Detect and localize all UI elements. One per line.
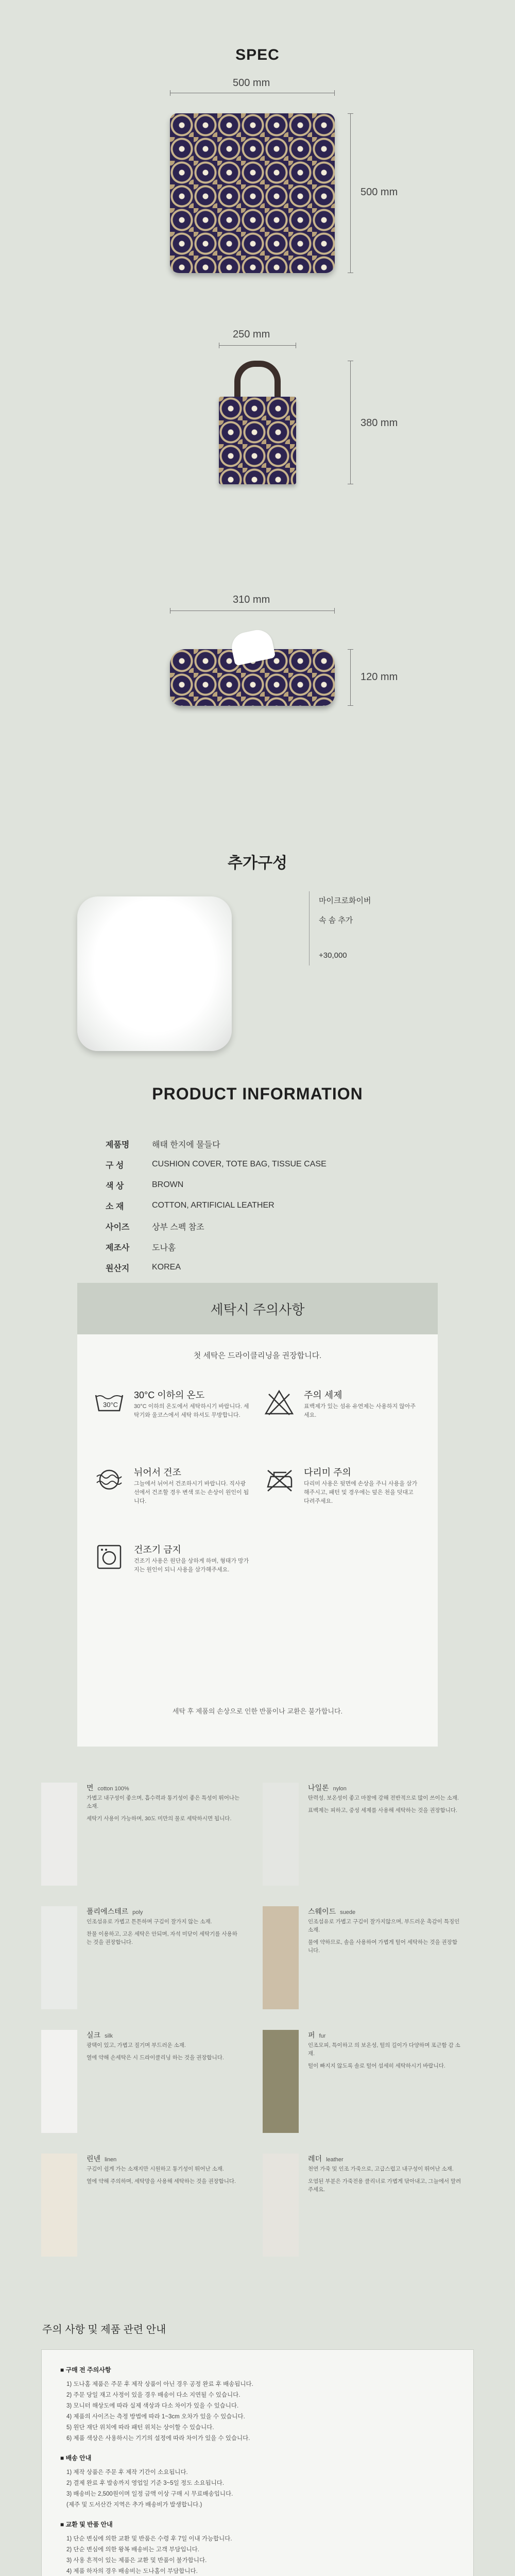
tote-bag-image [219,397,296,484]
notice-line: 2) 결제 완료 후 발송까지 영업일 기준 3~5일 정도 소요됩니다. [66,2480,225,2486]
notice-line: 3) 모니터 해상도에 따라 실제 색상과 다소 차이가 있을 수 있습니다. [66,2403,239,2409]
fabric-item [263,1783,474,1886]
fabric-swatch [41,2030,77,2133]
extra-line-2: 속 솜 추가 [319,916,353,925]
pillow-height-line [350,113,351,273]
notice-line: 1) 제작 상품은 주문 후 제작 기간이 소요됩니다. [66,2469,188,2476]
product-info-key: 사이즈 [106,1223,130,1232]
tissue-height-line [350,649,351,706]
product-info-row [106,1236,415,1257]
cushion-cover-image [170,113,335,273]
product-info-value: BROWN [152,1180,184,1189]
product-info-row [106,1133,415,1154]
notice-line: 2) 단순 변심에 의한 왕복 배송비는 고객 부담입니다. [66,2547,199,2553]
dry-flat-icon [93,1463,126,1496]
fabric-desc: 광택이 있고, 가볍고 질기며 부드러운 소재. 열에 약해 손세탁은 시 드라이클리닝 하는 것을 권장합니다. [87,2042,224,2061]
fabric-desc: 천연 가죽 및 인조 가죽으로, 고급스럽고 내구성이 뛰어난 소재. 오염된 부분은 가죽전용 클리너로 가볍게 닦아내고, 그늘에서 말려 주세요. [308,2166,461,2193]
care-item-desc: 표백제가 있는 섬유 유연제는 사용하지 않아주세요. [304,1403,416,1418]
fabric-item [41,1906,252,2009]
care-subtitle: 첫 세탁은 드라이클리닝을 권장합니다. [193,1351,322,1360]
pillow-width-label: 500 mm [233,77,270,89]
no-dryer-icon [93,1540,126,1573]
fabric-item [263,1906,474,2009]
spec-title: SPEC [235,46,280,63]
product-info-row [106,1154,415,1175]
product-info-key: 제조사 [106,1243,130,1252]
fabric-name: 실크 silk [87,2031,113,2039]
no-bleach-icon [263,1386,296,1419]
bag-height-line [350,361,351,484]
product-info-value: KOREA [152,1263,181,1272]
notice-section-title: ■ 교환 및 반품 안내 [60,2520,455,2529]
product-info-row [106,1216,415,1236]
fabric-item [41,2154,252,2257]
product-info-key: 색 상 [106,1181,124,1191]
fabric-desc: 인조섬유로 가볍고 구김이 잘가지않으며, 부드러운 촉감이 특징인 소재. 물에 약하므로, 솔을 사용하여 가볍게 털어 세탁하는 것을 권장합니다. [308,1919,460,1954]
product-info-key: 제품명 [106,1140,130,1149]
care-item-title: 30°C 이하의 온도 [134,1390,205,1400]
notice-line: 2) 주문 당일 재고 사정이 있을 경우 배송이 다소 지연될 수 있습니다. [66,2392,241,2398]
tissue-width-label: 310 mm [233,594,270,605]
notice-line: 5) 원단 재단 위치에 따라 패턴 위치는 상이할 수 있습니다. [66,2425,214,2431]
product-info-row [106,1175,415,1195]
care-card [77,1283,438,1747]
care-item [93,1540,258,1597]
product-info-value: COTTON, ARTIFICIAL LEATHER [152,1201,274,1210]
product-info-row [106,1195,415,1216]
bag-width-line [219,345,296,346]
fabric-name: 나일론 nylon [308,1784,347,1792]
fabric-swatch [263,2030,299,2133]
care-item [263,1463,427,1520]
notice-section-title: ■ 배송 안내 [60,2453,455,2462]
care-item-desc: 다리미 사용은 뒷면에 손상을 주니 사용을 삼가해주시고, 패턴 및 경우에는 덮은 천을 덧대고 다려주세요. [304,1481,418,1504]
notice-line: 4) 제품의 사이즈는 측정 방법에 따라 1~3cm 오차가 있을 수 있습니다. [66,2414,245,2420]
fabric-swatch [41,2154,77,2257]
care-item-desc: 건조기 사용은 원단을 상하게 하며, 형태가 망가지는 원인이 되니 사용을 삼가해주세요. [134,1558,249,1573]
product-info-key: 구 성 [106,1161,124,1170]
care-item-desc: 30°C 이하의 온도에서 세탁하시기 바랍니다. 세탁기와 울코스에서 세탁 하셔도 무방합니다. [134,1403,249,1418]
fabric-swatch [41,1906,77,2009]
extra-price: +30,000 [319,951,347,960]
wash-30-icon [93,1386,126,1419]
notice-line: (제주 및 도서산간 지역은 추가 배송비가 발생합니다.) [66,2502,202,2508]
notice-title: 주의 사항 및 제품 관련 안내 [42,2324,166,2335]
product-info-key: 소 재 [106,1202,124,1211]
bag-height-label: 380 mm [360,417,398,429]
fabric-item [41,1783,252,1886]
product-info-table [106,1133,415,1278]
extra-option-box [309,891,438,965]
notice-line: 4) 제품 하자의 경우 배송비는 도나홈이 부담합니다. [66,2568,198,2574]
notice-line: 3) 사용 흔적이 있는 제품은 교환 및 반품이 불가합니다. [66,2557,207,2564]
extra-line-1: 마이크로화이버 [319,896,371,905]
care-item-title: 뉘어서 건조 [134,1467,181,1478]
fabric-desc: 가볍고 내구성이 좋으며, 흡수력과 통기성이 좋은 특성이 뛰어나는 소재. 세탁기 사용이 가능하며, 30도 미만의 물로 세탁하시면 됩니다. [87,1795,240,1822]
care-item-title: 주의 세제 [304,1390,342,1400]
product-info-value: 상부 스펙 참조 [152,1223,204,1232]
notice-line: 1) 단순 변심에 의한 교환 및 반품은 수령 후 7일 이내 가능합니다. [66,2536,232,2542]
care-item [263,1386,427,1443]
extra-title: 추가구성 [228,855,287,872]
product-info-value: CUSHION COVER, TOTE BAG, TISSUE CASE [152,1160,327,1168]
fabric-desc: 구김이 쉽게 가는 소재지만 시원하고 통기성이 뛰어난 소재. 열에 약해 주의하며, 세탁망을 사용해 세탁하는 것을 권장합니다. [87,2166,236,2184]
fabric-swatch [263,2154,299,2257]
fabric-name: 면 cotton 100% [87,1784,129,1792]
care-item [93,1463,258,1520]
fabric-swatch [41,1783,77,1886]
fabric-name: 레더 leather [308,2155,344,2163]
product-info-row [106,1257,415,1278]
notice-section-title: ■ 구매 전 주의사항 [60,2365,455,2374]
fabric-swatch [263,1906,299,2009]
care-title: 세탁시 주의사항 [77,1283,438,1334]
bag-width-label: 250 mm [233,329,270,340]
inner-cushion-image [77,896,232,1051]
product-info-key: 원산지 [106,1264,130,1273]
care-item-title: 다리미 주의 [304,1467,351,1478]
pillow-height-label: 500 mm [360,187,398,198]
fabric-item [41,2030,252,2133]
fabric-item [263,2154,474,2257]
no-iron-icon [263,1463,296,1496]
fabric-desc: 인조모피, 특이하고 의 보온성, 털의 길이가 다양하며 포근함 감 소재. 털이 빠지지 않도록 솔로 털어 섬세히 세탁하시기 바랍니다. [308,2042,460,2069]
product-info-title: PRODUCT INFORMATION [152,1084,363,1103]
notice-line: 3) 배송비는 2,500원이며 일정 금액 이상 구매 시 무료배송입니다. [66,2491,233,2497]
fabric-desc: 인조섬유로 가볍고 튼튼하며 구김이 잘가지 않는 소재. 찬물 이용하고, 고온 세탁은 안되며, 자석 미닫이 세탁기를 사용하는 것을 권장합니다. [87,1919,237,1945]
care-item-title: 건조기 금지 [134,1545,181,1555]
fabric-swatch [263,1783,299,1886]
fabric-name: 린넨 linen [87,2155,117,2163]
notice-section [41,2321,474,2576]
fabric-item [263,2030,474,2133]
fabric-name: 퍼 fur [308,2031,326,2039]
care-item-desc: 그늘에서 뉘어서 건조하시기 바랍니다. 직사광선에서 건조할 경우 변색 또는 손상이 원인이 됩니다. [134,1481,249,1504]
notice-line: 1) 도나홈 제품은 주문 후 제작 상품이 아닌 경우 공정 완료 후 배송됩니다. [66,2381,253,2387]
fabric-guide [41,1783,474,2257]
product-info-value: 도나홈 [152,1243,176,1252]
notice-line: 6) 제품 색상은 사용하시는 기기의 설정에 따라 차이가 있을 수 있습니다. [66,2435,250,2442]
product-info-value: 해태 한지에 물들다 [152,1140,220,1149]
fabric-name: 스웨이드 suede [308,1907,356,1916]
notice-box [41,2349,474,2576]
tissue-height-label: 120 mm [360,671,398,683]
svg-text:30°C: 30°C [103,1401,118,1409]
care-footer: 세탁 후 제품의 손상으로 인한 반품이나 교환은 불가합니다. [172,1707,343,1715]
fabric-name: 폴리에스테르 poly [87,1907,143,1916]
fabric-desc: 탄력성, 보온성이 좋고 마찰에 강해 전반적으로 많이 쓰이는 소재. 표백제는 피하고, 중성 세제를 사용해 세탁하는 것을 권장합니다. [308,1795,459,1814]
care-item [93,1386,258,1443]
